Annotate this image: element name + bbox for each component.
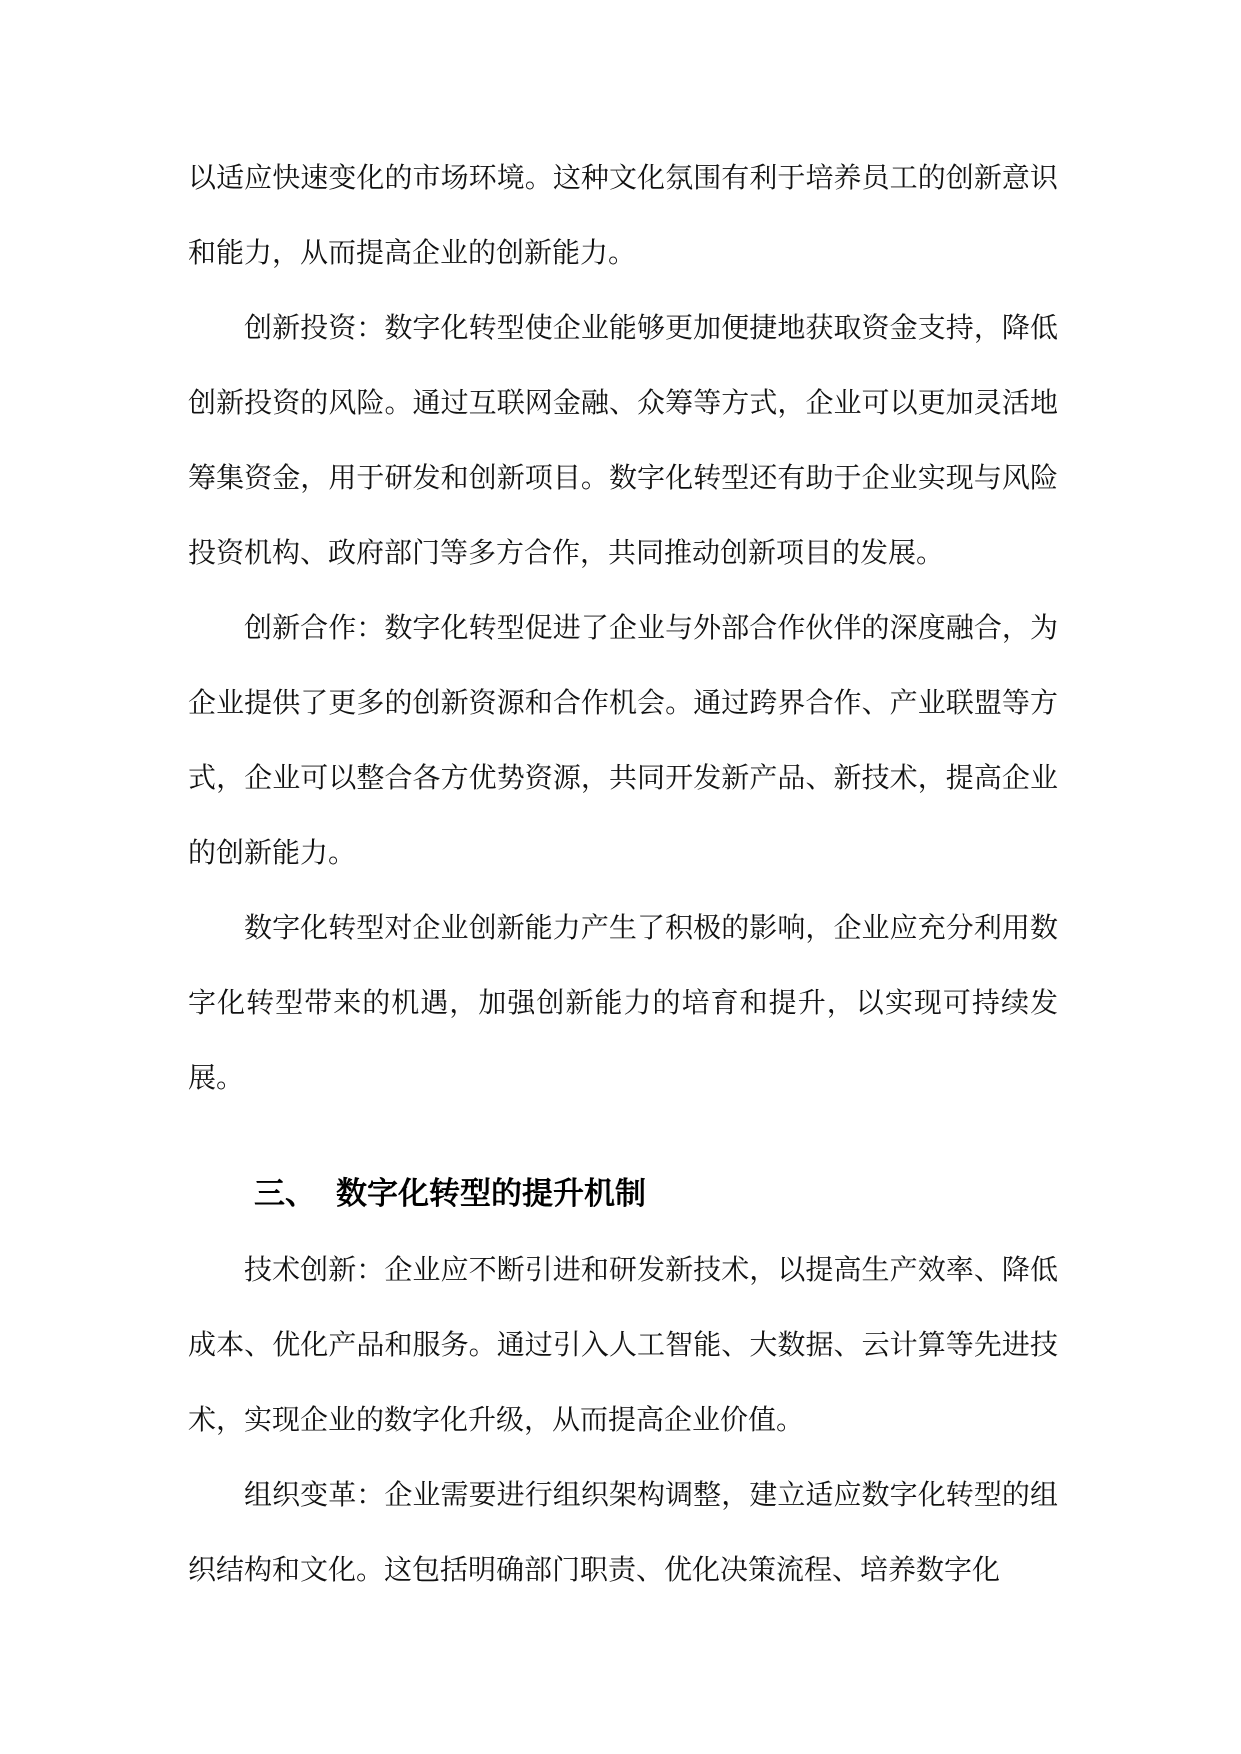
paragraph-innovation-cooperation: 创新合作：数字化转型促进了企业与外部合作伙伴的深度融合，为企业提供了更多的创新资源和合作机会。通过跨界合作、产业联盟等方式，企业可以整合各方优势资源，共同开发新产品、新技术，提高企业的创新能力。 <box>188 611 1058 869</box>
paragraph-organizational-change: 组织变革：企业需要进行组织架构调整，建立适应数字化转型的组织结构和文化。这包括明确部门职责、优化决策流程、培养数字化 <box>188 1478 1058 1586</box>
section-heading <box>188 1157 1058 1232</box>
paragraph-summary: 数字化转型对企业创新能力产生了积极的影响，企业应充分利用数字化转型带来的机遇，加强创新能力的培育和提升，以实现可持续发展。 <box>188 911 1058 1094</box>
section-number: 三、 <box>254 1176 316 1212</box>
paragraph-technology-innovation: 技术创新：企业应不断引进和研发新技术，以提高生产效率、降低成本、优化产品和服务。通过引入人工智能、大数据、云计算等先进技术，实现企业的数字化升级，从而提高企业价值。 <box>188 1253 1058 1436</box>
paragraph-continuation: 以适应快速变化的市场环境。这种文化氛围有利于培养员工的创新意识和能力，从而提高企业的创新能力。 <box>188 161 1058 269</box>
page-body <box>188 140 1058 1607</box>
section-title: 数字化转型的提升机制 <box>336 1176 646 1212</box>
paragraph-innovation-investment: 创新投资：数字化转型使企业能够更加便捷地获取资金支持，降低创新投资的风险。通过互联网金融、众筹等方式，企业可以更加灵活地筹集资金，用于研发和创新项目。数字化转型还有助于企业实现与风险投资机构、政府部门等多方合作，共同推动创新项目的发展。 <box>188 311 1058 569</box>
